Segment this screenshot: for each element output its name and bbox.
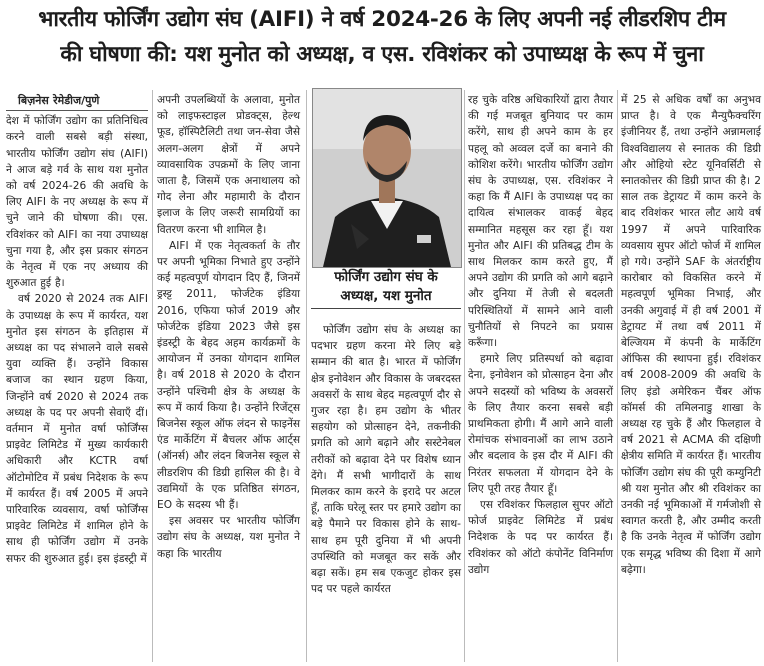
article-column-1 — [6, 93, 148, 567]
paragraph: AIFI में एक नेतृत्वकर्ता के तौर पर अपनी भूमिका निभाते हुए उन्होंने कई महत्वपूर्ण योगदान दिए हैं, जिनमें ड्रस्ट्ट 2011, फोर्जटेक इंडिया 2016, एफिया फोर्ज 2019 और फोर्जटेक इंडिया 2023 जैसे इस इंडस्ट्री के बेहद अहम कार्यक्रमों के आयोजन में उनका योगदान शामिल है। वर्ष 2018 से 2020 के दौरान उन्होंने पश्चिमी क्षेत्र के अध्यक्ष के रूप में कार्य किया है। उन्होंने रिजेंट्स बिजनेस स्कूल ऑफ लंदन से फाइनेंस एंड मार्केटिंग में बैचलर ऑफ आर्ट्स (ऑनर्स) और लंदन बिजनेस स्कूल से लीडरशिप की डिग्री हासिल की है। वे उद्यमियों के एक प्रतिष्ठित संगठन, EO के सदस्य भी हैं। — [157, 239, 300, 512]
paragraph: अपनी उपलब्धियों के अलावा, मुनोत को लाइफस्टाइल प्रोडक्ट्स, हेल्थ फूड, हॉस्पिटैलिटी तथा जन-सेवा जैसे अलग-अलग क्षेत्रों में अपने व्यावसायिक उपक्रमों के लिए जाना जाता है, जिसमें एक अनाथालय को गोद लेना और महामारी के दौरान इलाज के लिए जरूरी सामग्रियों का वितरण करना भी शामिल है। — [157, 94, 300, 236]
paragraph: वर्ष 2020 से 2024 तक AIFI के उपाध्यक्ष के रूप में कार्यरत, यश मुनोत इस संगठन के इतिहास में अध्यक्ष का पद संभालने वाले सबसे युवा व्यक्ति हैं। उन्होंने विकास बजाज का स्थान ग्रहण किया, जिन्होंने वर्ष 2020 से 2024 तक अध्यक्ष के पद पर अपनी सेवाएँ दीं। वर्तमान में मुनोत वर्षा फोर्जिंग्स प्राइवेट लिमिटेड में मुख्य कार्यकारी अधिकारी और KCTR वर्षा ऑटोमोटिव में प्रबंध निदेशक के रूप में कार्यरत हैं। वर्ष 2005 में अपने पारिवारिक व्यवसाय, वर्षा फोर्जिंग्स प्राइवेट लिमिटेड में शामिल होने के साथ ही फोर्जिंग उद्योग में उनके सफर की शुरुआत हुई। इस इंडस्ट्री में — [6, 293, 148, 565]
paragraph: हमारे लिए प्रतिस्पर्धा को बढ़ावा देना, इनोवेशन को प्रोत्साहन देना और अपने सदस्यों को भविष्य के अवसरों के लिए तैयार करना सबसे बड़ी प्राथमिकता होगी। मैं आगे आने वाली रोमांचक संभावनाओं का लाभ उठाने और बदलाव के इस दौर में AIFI की निरंतर सफलता में योगदान देने के लिए पूरी तरह तैयार हूँ। — [468, 353, 613, 495]
paragraph: फोर्जिंग उद्योग संघ के अध्यक्ष का पदभार ग्रहण करना मेरे लिए बड़े सम्मान की बात है। भारत में फोर्जिंग क्षेत्र इनोवेशन और विकास के जबरदस्त अवसरों के साथ बेहद महत्वपूर्ण दौर से गुजर रहा है। हम उद्योग के भीतर सहयोग को प्रोत्साहन देने, तकनीकी प्रगति को आगे बढ़ाने और सस्टेनेबल तरीकों को बढ़ावा देने पर विशेष ध्यान देंगे। मैं सभी भागीदारों के साथ मिलकर काम करने के इरादे पर अटल हूँ, ताकि घरेलू स्तर पर हमारे उद्योग का बड़े पैमाने पर विकास होने के साथ-साथ हम पूरी दुनिया में भी अपनी उपस्थिति को मजबूत कर सकें और बढ़ा सकें। हम सब एकजुट होकर इस पद पर पहले कार्यरत — [311, 324, 461, 596]
article-column-4 — [468, 92, 613, 578]
portrait-photo — [312, 88, 462, 268]
photo-caption — [311, 268, 461, 309]
article-column-2 — [157, 92, 300, 562]
paragraph: में 25 से अधिक वर्षों का अनुभव प्राप्त है। वे एक मैन्युफैक्चरिंग इंजीनियर हैं, तथा उन्होंने अन्नामलाई विश्वविद्यालय से स्नातक की डिग्री और ओहियो स्टेट यूनिवर्सिटी से स्नातकोत्तर की डिग्री प्राप्त की है। 2 साल तक डेट्रायट में काम करने के बाद रविशंकर भारत लौट आये वर्ष 1997 में अपने पारिवारिक व्यवसाय सुपर ऑटो फोर्ज में शामिल हो गये। उन्होंने SAF के अंतर्राष्ट्रीय कारोबार को विकसित करने में महत्वपूर्ण भूमिका निभाई, और उनकी अगुवाई में ही वर्ष 2001 में डेट्रायट में तथा वर्ष 2011 में बेल्जियम में कंपनी के मार्केटिंग ऑफिस की स्थापना हुई। रविशंकर वर्ष 2008-2009 की अवधि के लिए इंडो अमेरिकन चैंबर ऑफ कॉमर्स की तमिलनाडु शाखा के अध्यक्ष रह चुके हैं और फिलहाल वे वर्ष 2021 से ACMA की दक्षिणी क्षेत्रीय समिति में कार्यरत हैं। भारतीय फोर्जिंग उद्योग संघ की पूरी कम्युनिटी श्री यश मुनोत और श्री रविशंकर का उनकी नई भूमिकाओं में गर्मजोशी से स्वागत करती है, और उम्मीद करती है कि उनके नेतृत्व में फोर्जिंग उद्योग एक समृद्ध भविष्य की दिशा में आगे बढ़ेगा। — [621, 94, 761, 576]
photo-caption-line-1: फोर्जिंग उद्योग संघ के — [334, 269, 438, 285]
column-rule — [464, 90, 465, 662]
article-column-5 — [621, 92, 761, 578]
paragraph: एस रविशंकर फिलहाल सुपर ऑटो फोर्ज प्राइवेट लिमिटेड में प्रबंध निदेशक के पद पर कार्यरत हैं। रविशंकर को ऑटो कंपोनेंट विनिर्माण उद्योग — [468, 499, 613, 576]
headline — [4, 2, 760, 72]
headline-line-2: की घोषणा की: यश मुनोत को अध्यक्ष, व एस. रविशंकर को उपाध्यक्ष के रूप में चुना — [60, 42, 704, 67]
portrait-illustration — [313, 89, 461, 267]
paragraph: रह चुके वरिष्ठ अधिकारियों द्वारा तैयार की गई मजबूत बुनियाद पर काम करेंगे, साथ ही अपने काम के हर पहलू को अव्वल दर्जे का बनाने की कोशिश करेंगे। भारतीय फोर्जिंग उद्योग संघ के उपाध्यक्ष, एस. रविशंकर ने कहा कि मैं AIFI के उपाध्यक्ष पद का दायित्व संभालकर वाकई बेहद सम्मानित महसूस कर रहा हूँ। यश मुनोत और AIFI की प्रतिबद्ध टीम के साथ मिलकर काम करते हुए, मैं अपने उद्योग की प्रगति को आगे बढ़ाने और दुनिया में तेजी से बदलती परिस्थितियों में सामने आने वाली चुनौतियों से निपटने का प्रयास करूँगा। — [468, 94, 613, 350]
paragraph: इस अवसर पर भारतीय फोर्जिंग उद्योग संघ के अध्यक्ष, यश मुनोत ने कहा कि भारतीय — [157, 515, 300, 560]
column-rule — [617, 90, 618, 662]
column-rule — [152, 90, 153, 662]
photo-caption-line-2: अध्यक्ष, यश मुनोत — [340, 288, 432, 304]
headline-line-1: भारतीय फोर्जिंग उद्योग संघ (AIFI) ने वर्ष 2024-26 के लिए अपनी नई लीडरशिप टीम — [38, 7, 726, 32]
column-rule — [306, 90, 307, 662]
article-column-3 — [311, 322, 461, 597]
dateline: बिज़नेस रेमेडीज/पुणे — [6, 93, 148, 111]
paragraph: देश में फोर्जिंग उद्योग का प्रतिनिधित्व करने वाली सबसे बड़ी संस्था, भारतीय फोर्जिंग उद्योग संघ (AIFI) ने आज बड़े गर्व के साथ यश मुनोत को वर्ष 2024-26 की अवधि के लिए AIFI के नए अध्यक्ष के रूप में चुने जाने की घोषणा की। एस. रविशंकर को AIFI का नया उपाध्यक्ष चुना गया है, और इस प्रकार संगठन के नेतृत्व में एक नए अध्याय की शुरुआत हुई है। — [6, 115, 148, 290]
